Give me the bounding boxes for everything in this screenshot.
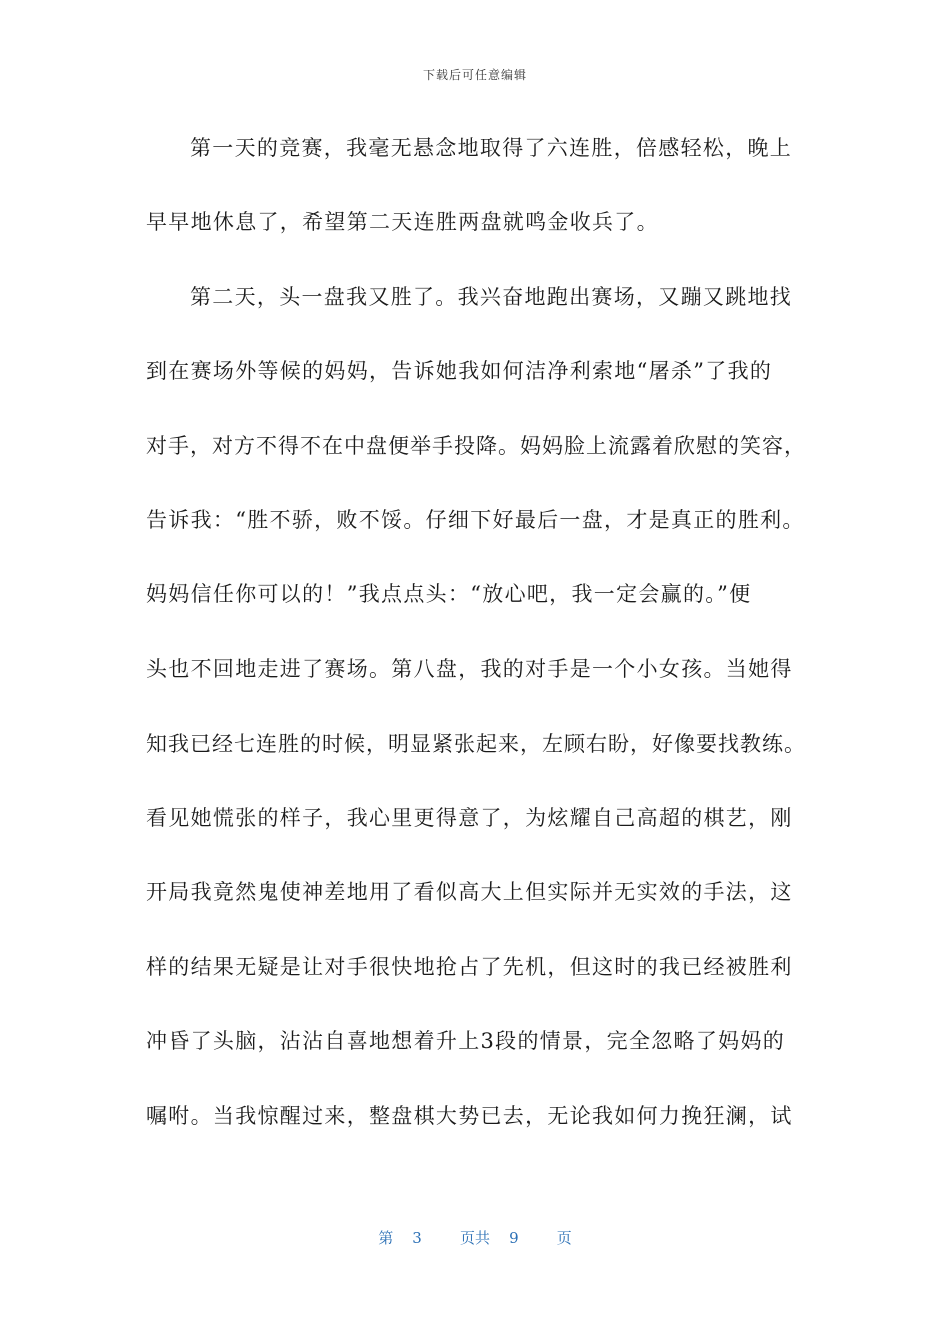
page-footer <box>0 1227 950 1248</box>
total-pages-number: 9 <box>509 1229 519 1247</box>
paragraph-line: 样的结果无疑是让对手很快地抢占了先机，但这时的我已经被胜利 <box>146 955 793 979</box>
page-label-suffix: 页 <box>556 1229 572 1247</box>
paragraph-line: 第一天的竞赛，我毫无悬念地取得了六连胜，倍感轻松，晚上 <box>190 136 793 160</box>
paragraph-line: 对手，对方不得不在中盘便举手投降。妈妈脸上流露着欣慰的笑容， <box>146 434 806 458</box>
paragraph-line: 早早地休息了，希望第二天连胜两盘就鸣金收兵了。 <box>146 210 659 234</box>
paragraph-line: 知我已经七连胜的时候，明显紧张起来，左顾右盼，好像要找教练。 <box>146 732 806 756</box>
paragraph-line: 开局我竟然鬼使神差地用了看似高大上但实际并无实效的手法，这 <box>146 880 793 904</box>
paragraph-line: 冲昏了头脑，沾沾自喜地想着升上3段的情景，完全忽略了妈妈的 <box>146 1029 786 1053</box>
paragraph-line: 第二天，头一盘我又胜了。我兴奋地跑出赛场，又蹦又跳地找 <box>190 285 793 309</box>
page-header-note: 下载后可任意编辑 <box>422 68 527 82</box>
paragraph-line: 妈妈信任你可以的！”我点点头：“放心吧，我一定会赢的。”便 <box>146 582 752 606</box>
paragraph-line: 头也不回地走进了赛场。第八盘，我的对手是一个小女孩。当她得 <box>146 657 793 681</box>
page-label-middle: 页共 <box>459 1229 490 1247</box>
paragraph-line: 到在赛场外等候的妈妈，告诉她我如何洁净利索地“屠杀”了我的 <box>146 359 773 383</box>
page-label-prefix: 第 <box>378 1229 394 1247</box>
paragraph-line: 告诉我：“胜不骄，败不馁。仔细下好最后一盘，才是真正的胜利。 <box>146 508 805 532</box>
current-page-number: 3 <box>412 1229 422 1247</box>
paragraph-line: 看见她慌张的样子，我心里更得意了，为炫耀自己高超的棋艺，刚 <box>146 806 793 830</box>
paragraph-line: 嘱咐。当我惊醒过来，整盘棋大势已去，无论我如何力挽狂澜，试 <box>146 1104 793 1128</box>
